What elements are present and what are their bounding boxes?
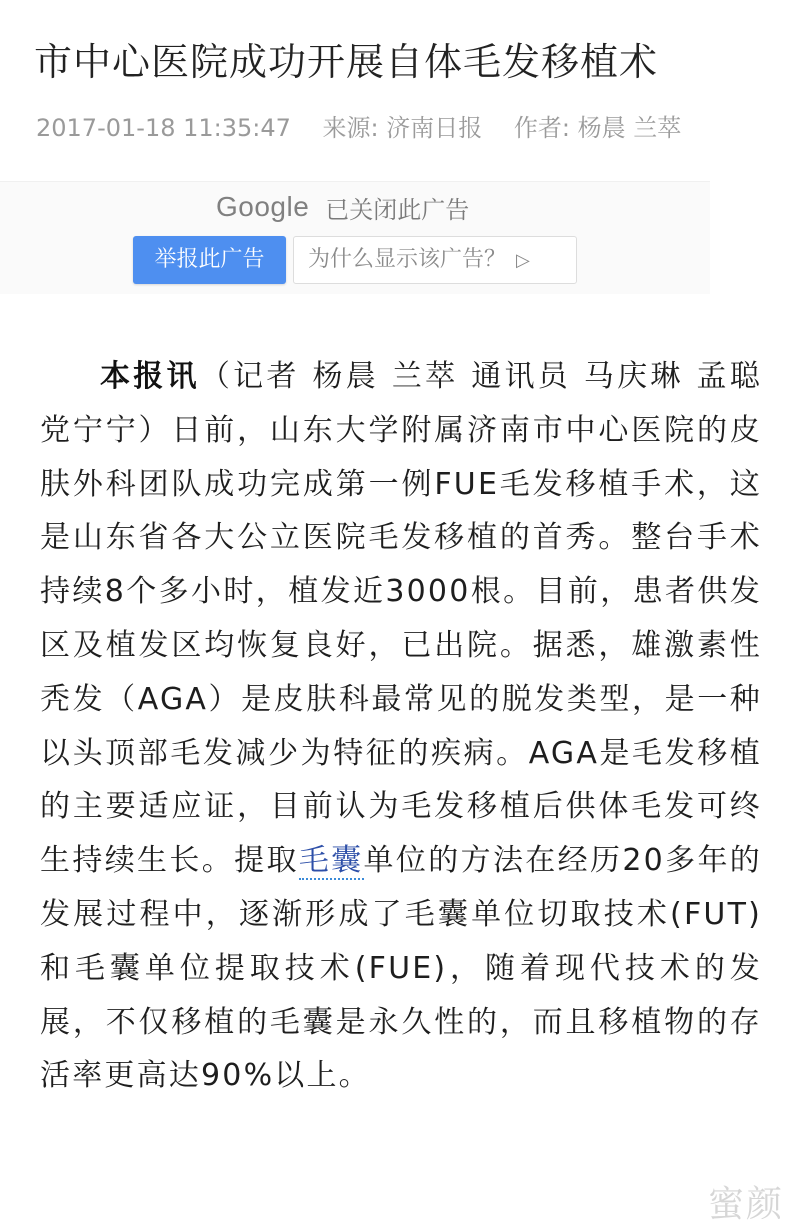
keyword-link-hair-follicle[interactable]: 毛囊 xyxy=(298,843,364,879)
article-title: 市中心医院成功开展自体毛发移植术 xyxy=(34,40,659,84)
body-text-part1: （记者 杨晨 兰萃 通讯员 马庆琳 孟聪 党宁宁）日前，山东大学附属济南市中心医院的皮肤外科团队成功完成第一例FUE毛发移植手术，这是山东省各大公立医院毛发移植的首秀。整台手术持续8个多小时，植发近3000根。目前，患者供发区及植发区均恢复良好，已出院。据悉，雄激素性秃发（AGA）是皮肤科最常见的脱发类型，是一种以头顶部毛发减少为特征的疾病。AGA是毛发移植的主要适应证，目前认为毛发移植后供体毛发可终生持续生长。提取 xyxy=(40,359,762,879)
why-this-ad-label: 为什么显示该广告？ xyxy=(308,247,507,272)
article-meta xyxy=(36,111,681,145)
article-source: 来源: 济南日报 xyxy=(322,114,483,142)
article-author: 作者: 杨晨 兰萃 xyxy=(513,114,682,142)
ad-header xyxy=(216,188,469,226)
why-this-ad-button[interactable] xyxy=(293,236,577,284)
google-logo: Google xyxy=(216,191,310,222)
ad-closed-panel xyxy=(0,181,710,294)
article-paragraph xyxy=(40,350,762,1103)
lead-label: 本报讯 xyxy=(100,359,200,394)
ad-closed-text: 已关闭此广告 xyxy=(325,195,470,224)
body-text-part2: 单位的方法在经历20多年的发展过程中，逐渐形成了毛囊单位切取技术(FUT)和毛囊单位提取技术(FUE)，随着现代技术的发展，不仅移植的毛囊是永久性的，而且移植物的存活率更高达90%以上。 xyxy=(40,843,762,1094)
adchoices-icon: ▷ xyxy=(516,250,530,271)
watermark-logo: 蜜颜 xyxy=(707,1184,784,1225)
publish-datetime: 2017-01-18 11:35:47 xyxy=(36,114,291,142)
article-body xyxy=(40,350,762,1103)
report-ad-button[interactable]: 举报此广告 xyxy=(133,236,286,284)
